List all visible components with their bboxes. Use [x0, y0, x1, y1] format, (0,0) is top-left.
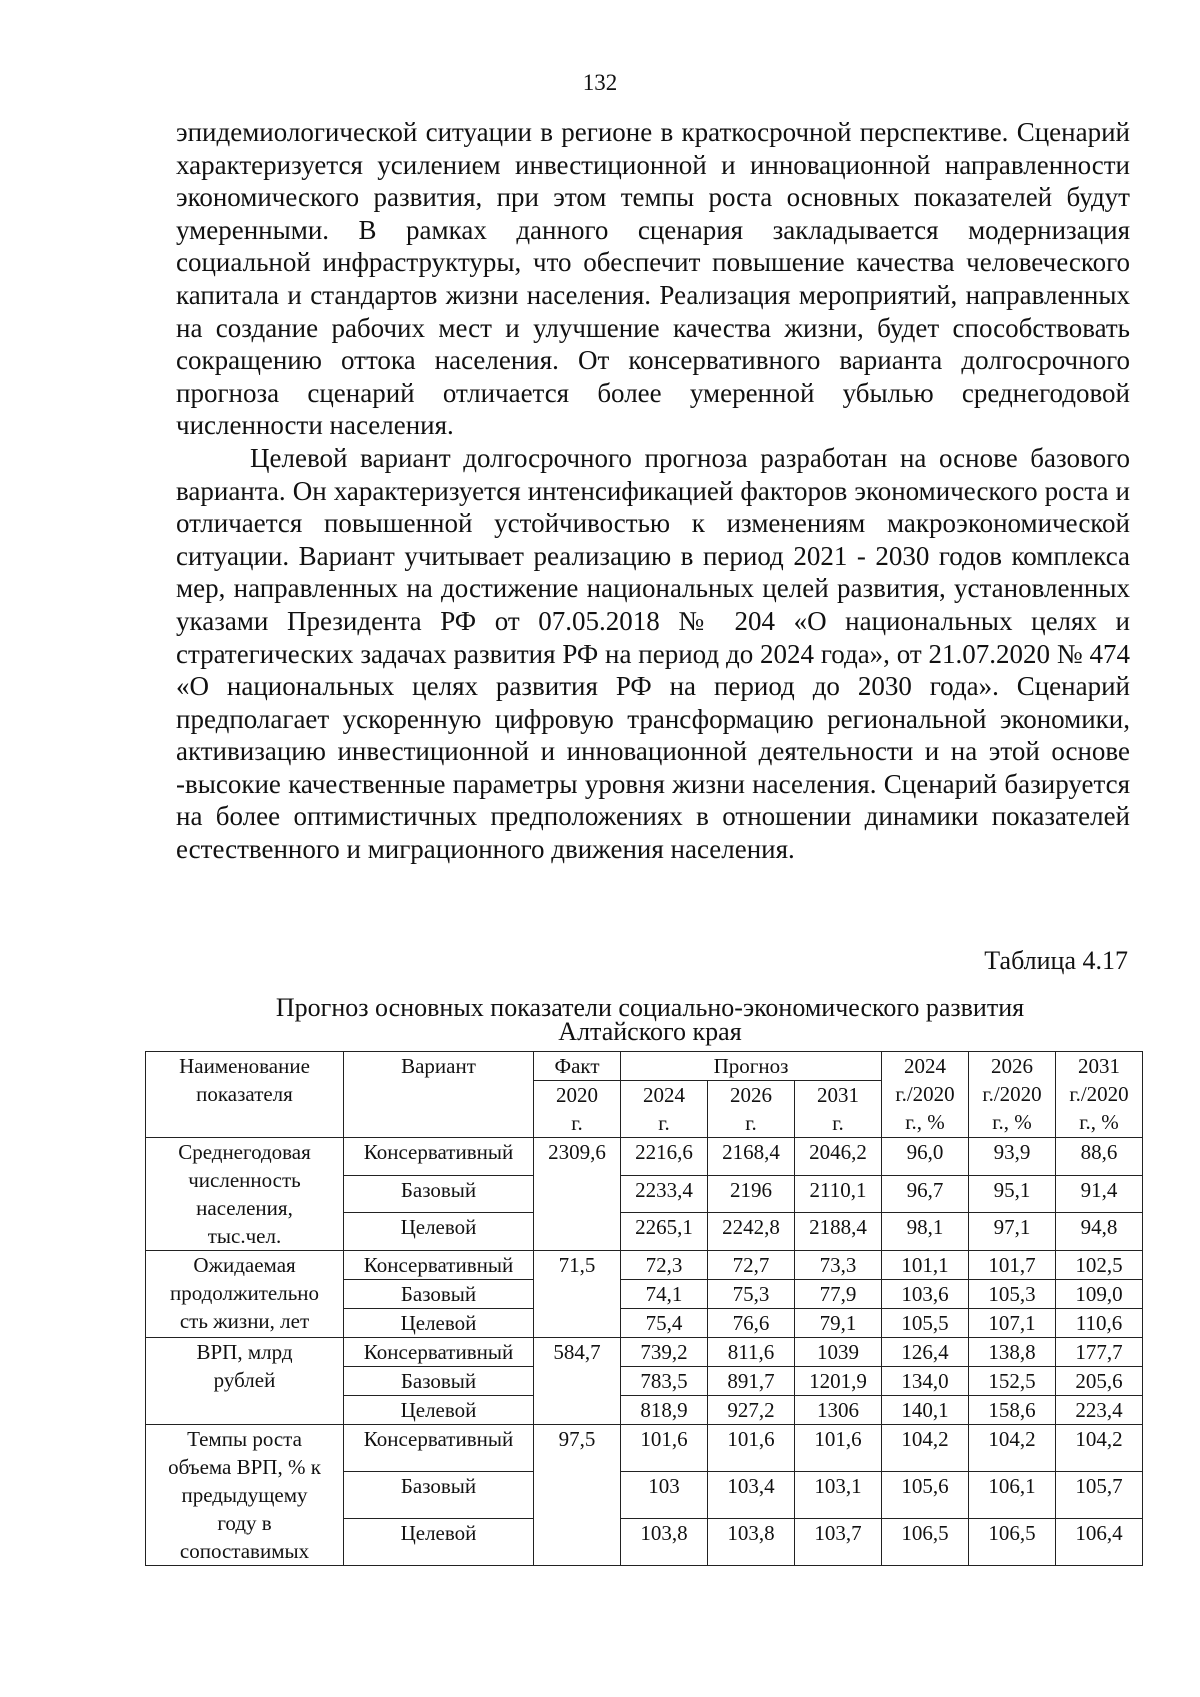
header-ratio-year: 2024 — [904, 1054, 946, 1078]
value-v2024: 2216,6 — [621, 1138, 708, 1176]
indicator-name-line: ВРП, млрд — [196, 1340, 293, 1364]
indicator-name-line: предыдущему — [181, 1483, 308, 1507]
value-r2024: 105,6 — [882, 1472, 969, 1519]
value-v2026: 927,2 — [708, 1396, 795, 1425]
header-fact-year: 2020 — [534, 1081, 621, 1110]
table-row — [146, 1251, 1143, 1280]
value-r2026: 152,5 — [969, 1367, 1056, 1396]
value-v2031: 1039 — [795, 1338, 882, 1367]
value-r2031: 205,6 — [1056, 1367, 1143, 1396]
variant-cell: Целевой — [344, 1309, 534, 1338]
variant-cell: Базовый — [344, 1367, 534, 1396]
variant-cell: Консервативный — [344, 1251, 534, 1280]
value-v2031: 2110,1 — [795, 1175, 882, 1213]
header-ratio-year: 2026 — [991, 1054, 1033, 1078]
value-r2026: 97,1 — [969, 1213, 1056, 1251]
value-v2026: 72,7 — [708, 1251, 795, 1280]
indicator-name — [146, 1338, 344, 1425]
variant-cell: Базовый — [344, 1280, 534, 1309]
value-v2026: 2168,4 — [708, 1138, 795, 1176]
indicator-name-line: сопоставимых — [179, 1539, 310, 1563]
header-fact-unit: г. — [534, 1109, 621, 1138]
indicator-name-line: году в — [217, 1511, 272, 1535]
value-r2026: 105,3 — [969, 1280, 1056, 1309]
value-v2026: 76,6 — [708, 1309, 795, 1338]
value-r2024: 140,1 — [882, 1396, 969, 1425]
header-ratio-unit: г., % — [905, 1110, 945, 1134]
fact-value: 584,7 — [534, 1338, 621, 1425]
value-v2024: 818,9 — [621, 1396, 708, 1425]
header-row-1 — [146, 1052, 1143, 1081]
value-r2031: 223,4 — [1056, 1396, 1143, 1425]
indicator-name-line: Темпы роста — [187, 1427, 302, 1451]
variant-cell: Базовый — [344, 1175, 534, 1213]
header-forecast: Прогноз — [621, 1052, 882, 1081]
value-v2026: 101,6 — [708, 1425, 795, 1472]
value-r2024: 103,6 — [882, 1280, 969, 1309]
value-r2031: 105,7 — [1056, 1472, 1143, 1519]
indicator-name-line: численность — [188, 1168, 301, 1192]
header-unit-2031: г. — [795, 1109, 882, 1138]
indicator-name — [146, 1138, 344, 1251]
indicator-name-line: Ожидаемая — [193, 1253, 296, 1277]
value-v2024: 103,8 — [621, 1519, 708, 1566]
header-indicator-line-1: Наименование — [179, 1054, 310, 1078]
variant-cell: Базовый — [344, 1472, 534, 1519]
indicator-name-line: тыс.чел. — [207, 1224, 282, 1248]
header-variant: Вариант — [344, 1052, 534, 1138]
value-v2026: 75,3 — [708, 1280, 795, 1309]
value-r2031: 91,4 — [1056, 1175, 1143, 1213]
indicator-name-line: Среднегодовая — [178, 1140, 311, 1164]
value-r2031: 110,6 — [1056, 1309, 1143, 1338]
value-r2031: 88,6 — [1056, 1138, 1143, 1176]
table-title-line-1: Прогноз основных показатели социально-экономического развития — [275, 993, 1025, 1022]
paragraph-2: Целевой вариант долгосрочного прогноза разработан на основе базового варианта. Он характеризуется интенсификацией факторов экономического роста и отличается повышенной устойчивостью к изменениям макроэкономической ситуации. Вариант учитывает реализацию в период 2021 - 2030 годов комплекса мер, направленных на достижение национальных целей развития, установленных указами Президента РФ от 07.05.2018 № 204 «О национальных целях и стратегических задачах развития РФ на период до 2024 года», от 21.07.2020 № 474 «О национальных целях развития РФ на период до 2030 года». Сценарий предполагает ускоренную цифровую трансформацию региональной экономики, активизацию инвестиционной и инновационной деятельности и на этой основе -высокие качественные параметры уровня жизни населения. Сценарий базируется на более оптимистичных предположениях в отношении динамики показателей естественного и миграционного движения населения. — [176, 442, 1130, 865]
forecast-table — [145, 1051, 1143, 1566]
variant-cell: Консервативный — [344, 1425, 534, 1472]
value-r2026: 104,2 — [969, 1425, 1056, 1472]
paragraph-1: эпидемиологической ситуации в регионе в краткосрочной перспективе. Сценарий характеризуется усилением инвестиционной и инновационной направленности экономического развития, при этом темпы роста основных показателей будут умеренными. В рамках данного сценария закладывается модернизация социальной инфраструктуры, что обеспечит повышение качества человеческого капитала и стандартов жизни населения. Реализация мероприятий, направленных на создание рабочих мест и улучшение качества жизни, будет способствовать сокращению оттока населения. От консервативного варианта долгосрочного прогноза сценарий отличается более умеренной убылью среднегодовой численности населения. — [176, 117, 1130, 441]
value-r2024: 134,0 — [882, 1367, 969, 1396]
value-r2031: 109,0 — [1056, 1280, 1143, 1309]
value-r2024: 96,7 — [882, 1175, 969, 1213]
value-v2026: 103,4 — [708, 1472, 795, 1519]
indicator-name-line: населения, — [196, 1196, 293, 1220]
value-v2031: 79,1 — [795, 1309, 882, 1338]
value-v2024: 739,2 — [621, 1338, 708, 1367]
value-v2031: 1306 — [795, 1396, 882, 1425]
value-r2024: 96,0 — [882, 1138, 969, 1176]
header-ratio-base: г./2020 — [1069, 1082, 1129, 1106]
value-r2031: 177,7 — [1056, 1338, 1143, 1367]
header-ratio-2024 — [882, 1052, 969, 1138]
value-v2026: 103,8 — [708, 1519, 795, 1566]
header-ratio-2026 — [969, 1052, 1056, 1138]
value-v2031: 2046,2 — [795, 1138, 882, 1176]
value-v2031: 73,3 — [795, 1251, 882, 1280]
value-r2024: 104,2 — [882, 1425, 969, 1472]
value-r2031: 94,8 — [1056, 1213, 1143, 1251]
value-r2031: 102,5 — [1056, 1251, 1143, 1280]
variant-cell: Целевой — [344, 1396, 534, 1425]
table-title-line-2: Алтайского края — [558, 1017, 742, 1046]
header-ratio-base: г./2020 — [895, 1082, 955, 1106]
value-r2026: 93,9 — [969, 1138, 1056, 1176]
value-r2026: 138,8 — [969, 1338, 1056, 1367]
table-row — [146, 1338, 1143, 1367]
value-v2031: 77,9 — [795, 1280, 882, 1309]
value-v2026: 891,7 — [708, 1367, 795, 1396]
value-v2031: 1201,9 — [795, 1367, 882, 1396]
page-number: 132 — [582, 70, 618, 95]
header-ratio-year: 2031 — [1078, 1054, 1120, 1078]
body-text — [176, 116, 1130, 866]
header-fact: Факт — [534, 1052, 621, 1081]
header-ratio-unit: г., % — [1079, 1110, 1119, 1134]
value-r2026: 107,1 — [969, 1309, 1056, 1338]
header-ratio-unit: г., % — [992, 1110, 1032, 1134]
table-title — [0, 993, 1200, 1046]
value-r2031: 106,4 — [1056, 1519, 1143, 1566]
value-r2026: 101,7 — [969, 1251, 1056, 1280]
variant-cell: Консервативный — [344, 1138, 534, 1176]
value-v2026: 811,6 — [708, 1338, 795, 1367]
header-ratio-base: г./2020 — [982, 1082, 1042, 1106]
fact-value: 97,5 — [534, 1425, 621, 1566]
indicator-name-line: продолжительно — [169, 1281, 320, 1305]
value-r2024: 106,5 — [882, 1519, 969, 1566]
value-v2031: 103,1 — [795, 1472, 882, 1519]
fact-value: 2309,6 — [534, 1138, 621, 1251]
table-row — [146, 1138, 1143, 1176]
value-v2031: 103,7 — [795, 1519, 882, 1566]
value-v2024: 101,6 — [621, 1425, 708, 1472]
header-year-2024: 2024 — [621, 1081, 708, 1110]
value-r2026: 95,1 — [969, 1175, 1056, 1213]
value-v2024: 74,1 — [621, 1280, 708, 1309]
value-r2024: 105,5 — [882, 1309, 969, 1338]
value-v2026: 2242,8 — [708, 1213, 795, 1251]
value-r2026: 106,1 — [969, 1472, 1056, 1519]
header-year-2031: 2031 — [795, 1081, 882, 1110]
fact-value: 71,5 — [534, 1251, 621, 1338]
indicator-name — [146, 1251, 344, 1338]
header-indicator — [146, 1052, 344, 1138]
header-year-2026: 2026 — [708, 1081, 795, 1110]
value-r2024: 101,1 — [882, 1251, 969, 1280]
value-v2024: 2233,4 — [621, 1175, 708, 1213]
indicator-name-line: рублей — [213, 1368, 276, 1392]
value-v2024: 75,4 — [621, 1309, 708, 1338]
indicator-name-line: сть жизни, лет — [179, 1309, 310, 1333]
table-label: Таблица 4.17 — [984, 946, 1128, 975]
variant-cell: Целевой — [344, 1519, 534, 1566]
value-r2031: 104,2 — [1056, 1425, 1143, 1472]
value-r2026: 158,6 — [969, 1396, 1056, 1425]
header-indicator-line-2: показателя — [196, 1082, 293, 1106]
value-v2031: 2188,4 — [795, 1213, 882, 1251]
indicator-name — [146, 1425, 344, 1566]
value-v2031: 101,6 — [795, 1425, 882, 1472]
header-unit-2026: г. — [708, 1109, 795, 1138]
value-r2024: 126,4 — [882, 1338, 969, 1367]
variant-cell: Консервативный — [344, 1338, 534, 1367]
value-v2024: 783,5 — [621, 1367, 708, 1396]
value-v2024: 72,3 — [621, 1251, 708, 1280]
header-ratio-2031 — [1056, 1052, 1143, 1138]
value-v2026: 2196 — [708, 1175, 795, 1213]
indicator-name-line: объема ВРП, % к — [168, 1455, 321, 1479]
table-row — [146, 1425, 1143, 1472]
value-r2024: 98,1 — [882, 1213, 969, 1251]
value-r2026: 106,5 — [969, 1519, 1056, 1566]
header-unit-2024: г. — [621, 1109, 708, 1138]
value-v2024: 103 — [621, 1472, 708, 1519]
value-v2024: 2265,1 — [621, 1213, 708, 1251]
variant-cell: Целевой — [344, 1213, 534, 1251]
